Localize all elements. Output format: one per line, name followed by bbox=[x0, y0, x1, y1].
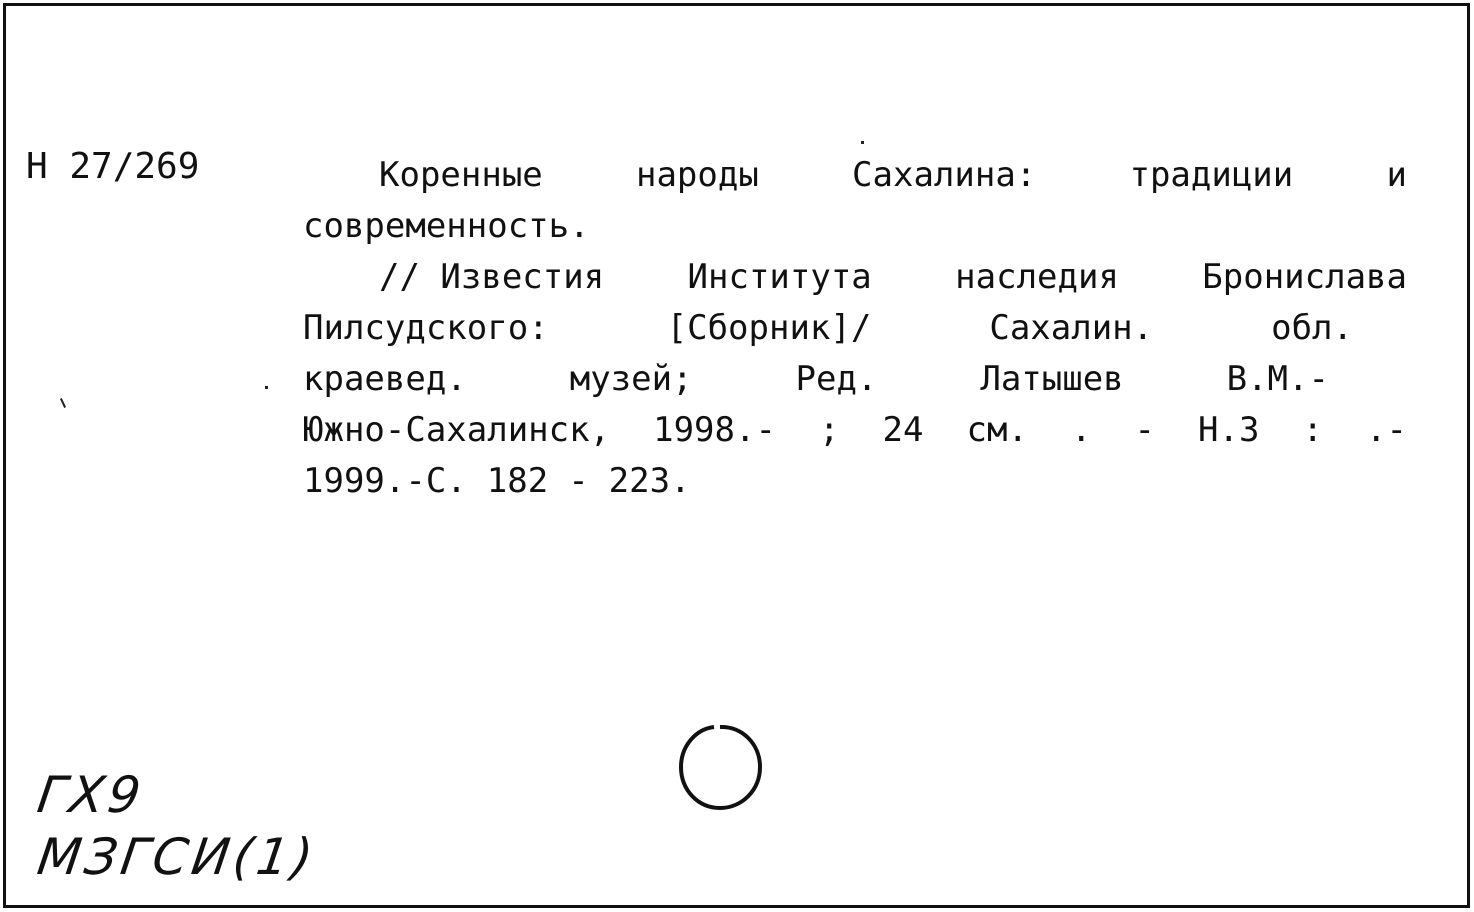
scan-speck bbox=[861, 141, 864, 144]
word: 182 bbox=[486, 461, 549, 501]
word: современность. bbox=[303, 206, 590, 246]
word: - bbox=[568, 461, 589, 501]
description-line-3 bbox=[303, 252, 1407, 303]
word: традиции bbox=[1129, 155, 1294, 195]
word: 1998.- bbox=[653, 410, 776, 450]
word: народы bbox=[635, 155, 759, 195]
word: краевед. bbox=[303, 359, 467, 399]
word: Института bbox=[687, 257, 872, 297]
description-line-1 bbox=[303, 150, 1407, 201]
word: 24 bbox=[882, 410, 924, 450]
word: наследия bbox=[955, 257, 1119, 297]
word: 1999.-С. bbox=[303, 461, 467, 501]
word: музей; bbox=[569, 359, 693, 399]
description-line-6 bbox=[303, 405, 1407, 456]
handwritten-holding-mark: МЗГСИ(1) bbox=[33, 828, 321, 886]
description-line-7 bbox=[303, 456, 1407, 507]
punch-hole-icon bbox=[678, 724, 762, 810]
catalog-card bbox=[3, 3, 1470, 908]
word: Пилсудского: bbox=[303, 308, 549, 348]
word: и bbox=[1386, 155, 1407, 195]
word: Сахалин. bbox=[989, 308, 1154, 348]
description-line-5 bbox=[303, 354, 1407, 405]
call-number: Н 27/269 bbox=[26, 146, 200, 187]
description-line-2 bbox=[303, 201, 1407, 252]
word: Латышев bbox=[980, 359, 1124, 399]
word: . bbox=[1070, 410, 1092, 450]
word: // Известия bbox=[379, 257, 605, 297]
description-line-4 bbox=[303, 303, 1407, 354]
handwritten-shelf-mark: ГХ9 bbox=[33, 766, 148, 824]
word: - bbox=[1134, 410, 1155, 450]
word: см. bbox=[966, 410, 1028, 450]
word: .- bbox=[1366, 410, 1407, 450]
scan-speck bbox=[60, 398, 66, 408]
word: Сахалина: bbox=[852, 155, 1037, 195]
word: Бронислава bbox=[1202, 257, 1407, 297]
scan-speck bbox=[265, 386, 268, 389]
word: Ред. bbox=[795, 359, 878, 399]
word: обл. bbox=[1271, 308, 1353, 348]
word: Н.3 bbox=[1198, 410, 1260, 450]
word: 223. bbox=[608, 461, 691, 501]
bibliographic-description bbox=[303, 150, 1407, 507]
word: Коренные bbox=[379, 155, 543, 195]
word: ; bbox=[818, 410, 840, 450]
word: : bbox=[1302, 410, 1323, 450]
word: Южно-Сахалинск, bbox=[303, 410, 611, 450]
word: [Сборник]/ bbox=[666, 308, 872, 348]
word: В.М.- bbox=[1226, 359, 1329, 399]
